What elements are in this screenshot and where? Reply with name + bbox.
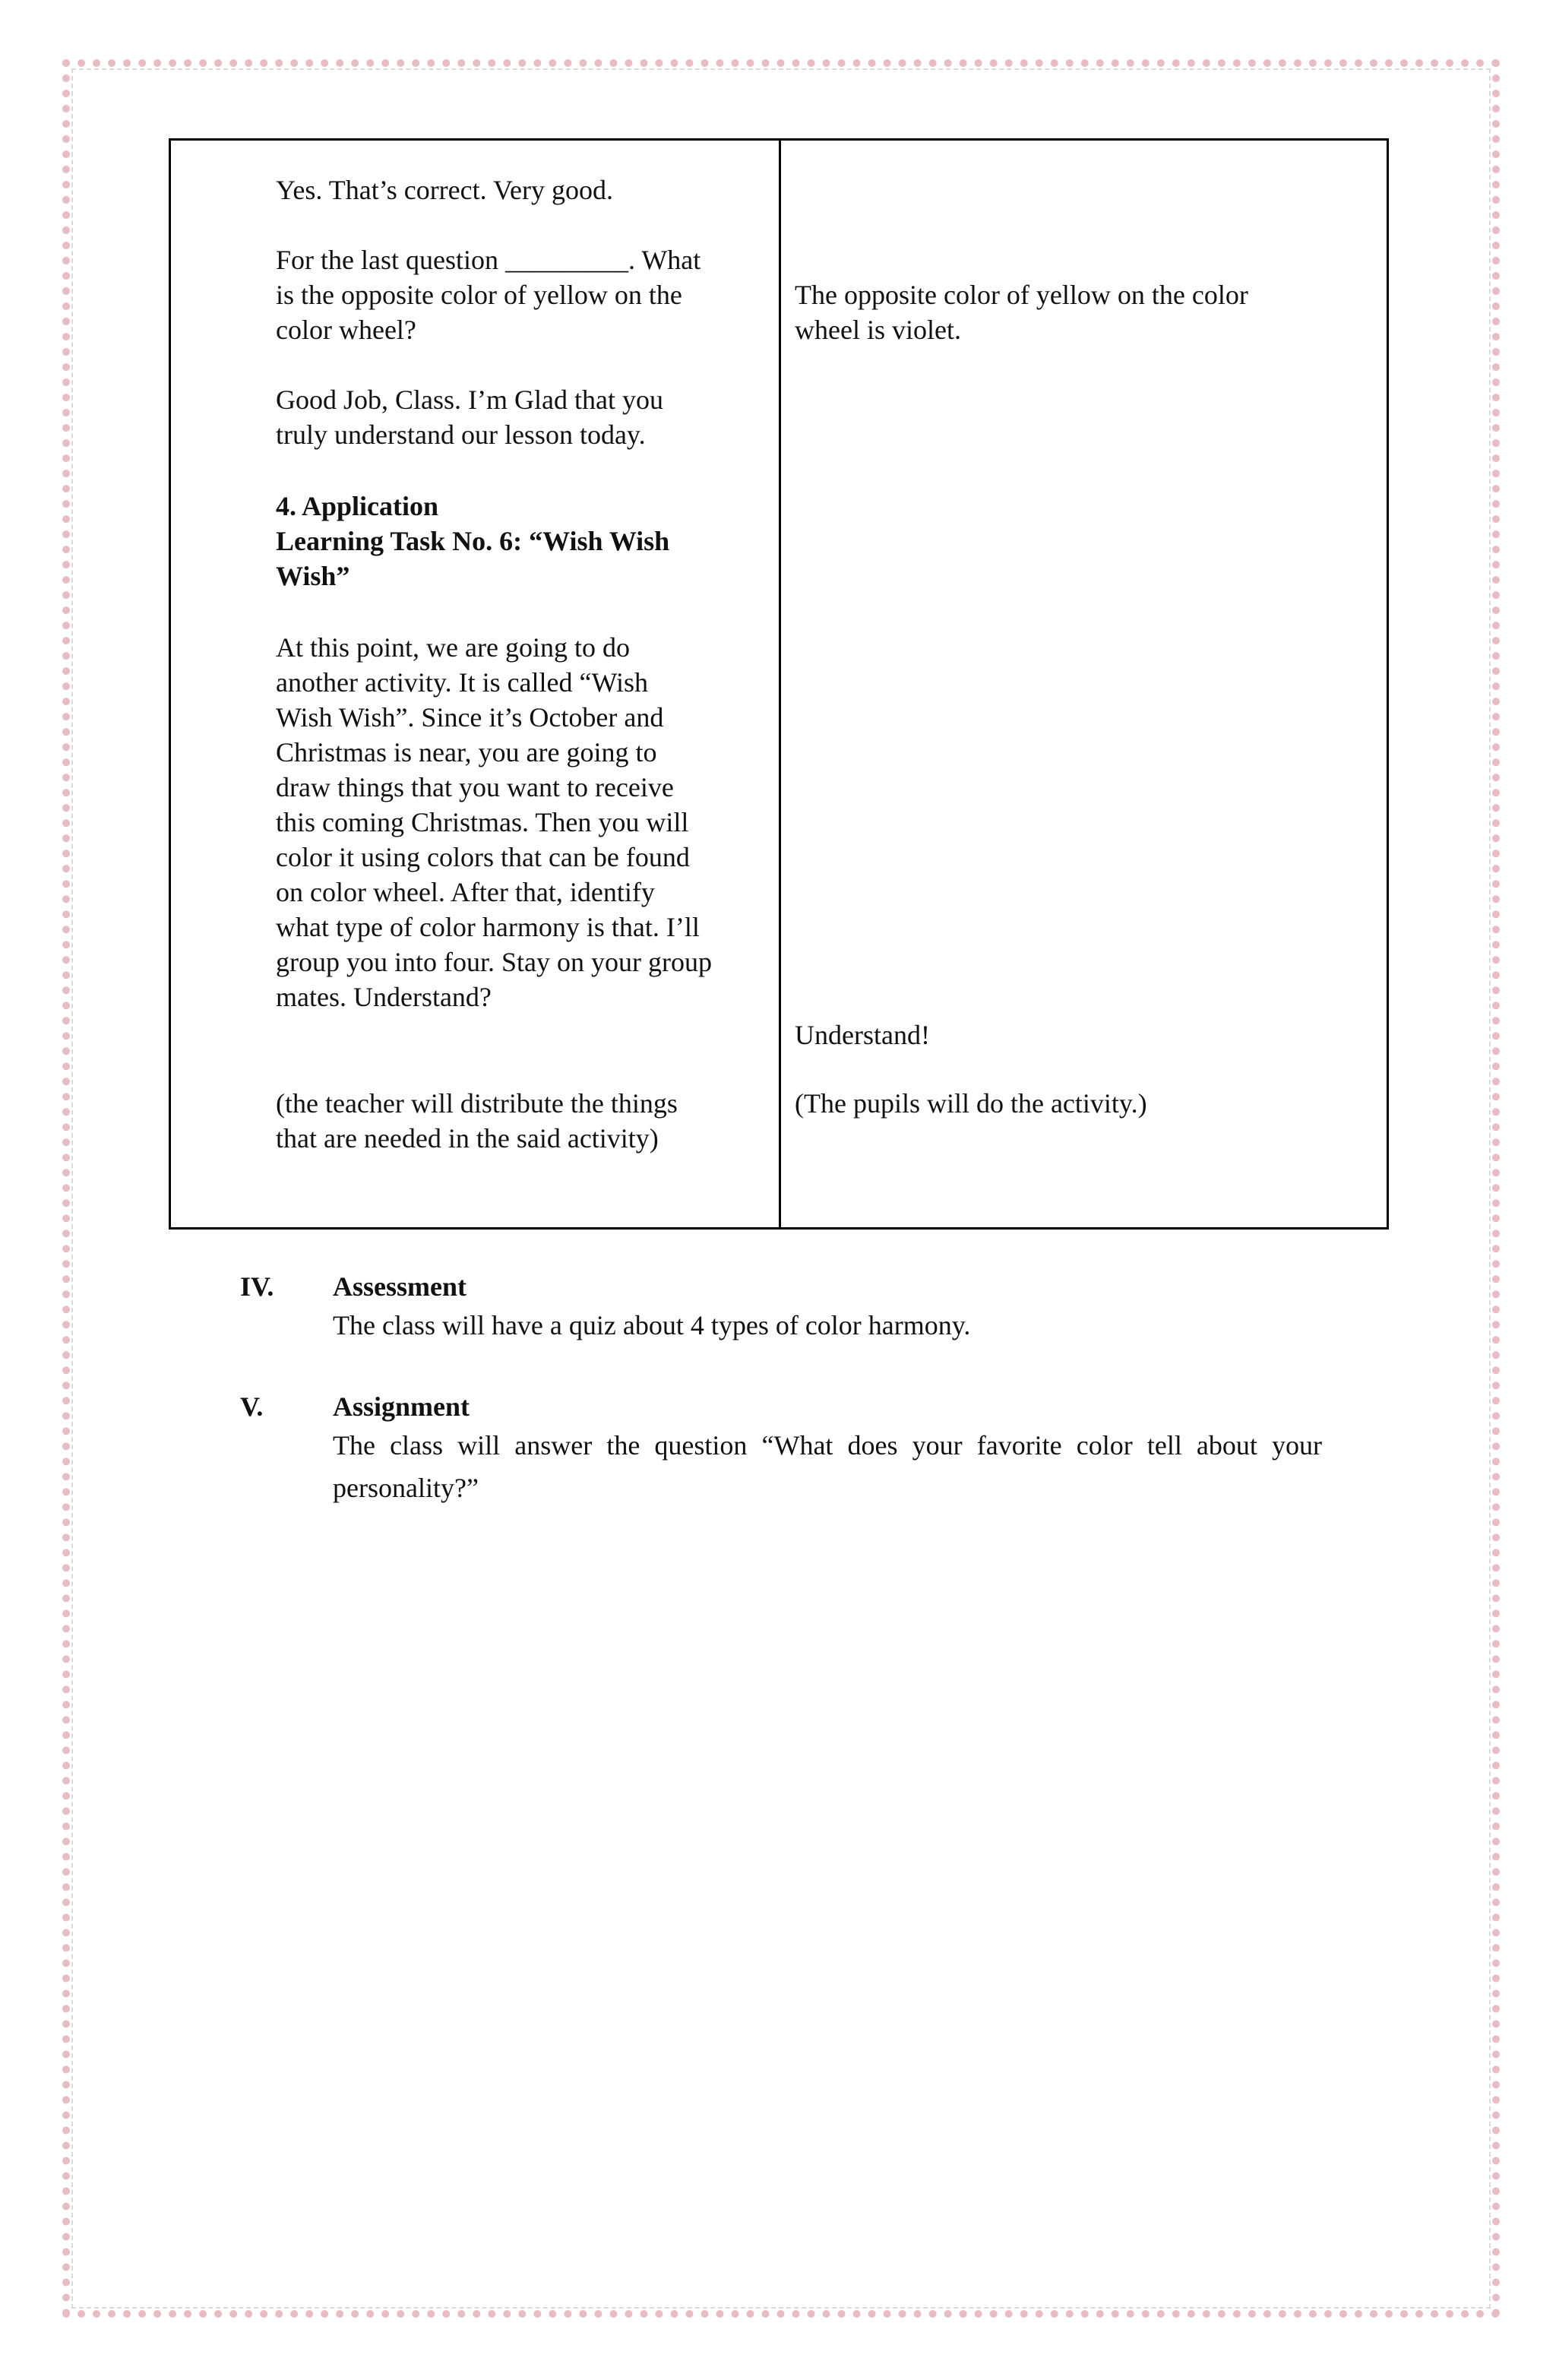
assignment-section [0, 1389, 1556, 1526]
lesson-table [169, 138, 1389, 1230]
activity-instructions: At this point, we are going to do another activity. It is called “Wish Wish Wish”. Since it’s October and Christmas is near, you are going to draw things that you want to receive this coming Christmas. Then you will color it using colors that can be found on color wheel. After that, identify what type of color harmony is that. I’ll group you into four. Stay on your group mates. Understand? [276, 632, 712, 1012]
teacher-praise: Good Job, Class. I’m Glad that you truly understand our lesson today. [276, 385, 663, 450]
pupil-answer: The opposite color of yellow on the color wheel is violet. [795, 280, 1248, 345]
application-heading: 4. Application [276, 491, 439, 521]
pupil-understand: Understand! [795, 1020, 930, 1050]
section-title: Assignment [333, 1391, 470, 1422]
teacher-last-question: For the last question _________. What is the opposite color of yellow on the color wheel? [276, 245, 701, 345]
section-numeral: V. [240, 1391, 264, 1422]
learning-task-heading: Learning Task No. 6: “Wish Wish Wish” [276, 526, 670, 591]
assessment-section [0, 1269, 1556, 1360]
section-title: Assessment [333, 1271, 466, 1302]
section-numeral: IV. [240, 1271, 274, 1302]
pupil-activity-note: (The pupils will do the activity.) [795, 1088, 1147, 1119]
pupil-column [781, 141, 1387, 1227]
teacher-feedback: Yes. That’s correct. Very good. [276, 175, 613, 205]
section-text: The class will answer the question “What does your favorite color tell about your personality?” [333, 1430, 1322, 1503]
section-text: The class will have a quiz about 4 types of color harmony. [333, 1310, 971, 1340]
teacher-column [171, 141, 781, 1227]
teacher-distribution-note: (the teacher will distribute the things that are needed in the said activity) [276, 1088, 678, 1154]
